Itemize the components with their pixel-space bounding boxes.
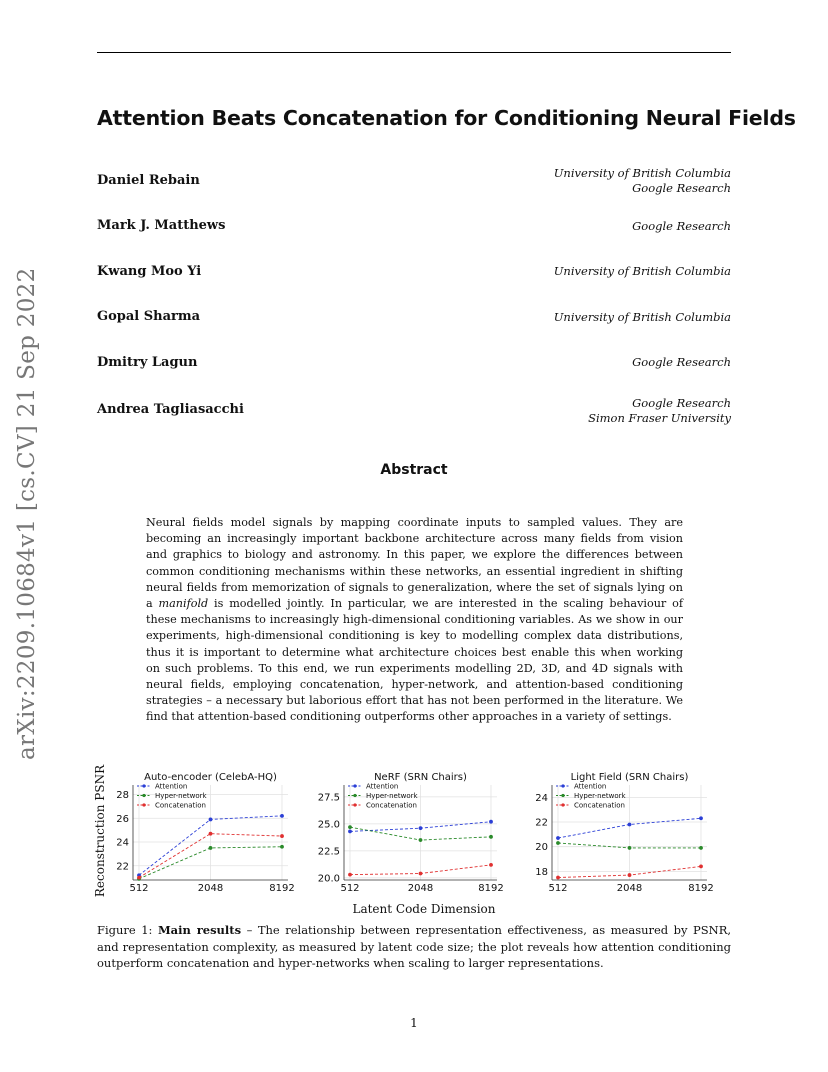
abstract-line: these mechanisms to increasingly high-dimensional conditioning variables. As we show in our [146,613,683,627]
legend-label: Attention [366,782,399,791]
top-rule [97,52,731,53]
y-tick-label: 22.5 [317,846,340,858]
abstract-line: find that attention-based conditioning outperforms other approaches in a variety of settings. [146,710,672,724]
data-point [489,820,493,824]
data-point [628,823,632,827]
abstract-line: experiments, high-dimensional conditioning is key to modelling complex data distributions, [146,629,683,643]
data-point [280,834,284,838]
legend-label: Hyper-network [366,792,418,800]
data-point [348,830,352,834]
data-point [280,845,284,849]
author-name: Dmitry Lagun [97,355,198,370]
data-point [280,814,284,818]
author-affiliation: Google Research Simon Fraser University [588,396,731,425]
legend-marker [353,784,356,787]
figure-caption [97,922,731,972]
data-point [419,826,423,830]
author-affiliation: University of British Columbia [553,310,731,324]
author-name: Gopal Sharma [97,309,201,324]
legend-label: Hyper-network [574,792,626,800]
legend-label: Attention [155,782,188,791]
x-axis-label: Latent Code Dimension [352,902,496,916]
abstract-line: becoming an increasingly important backbone architecture across many fields from vision [146,532,683,546]
data-point [419,838,423,842]
y-axis-label: Reconstruction PSNR [93,764,107,898]
caption-line: Figure 1: Main results – The relationship between representation effectiveness, as measured by PSNR, [97,923,732,937]
y-tick-label: 20 [535,842,548,854]
data-point [419,872,423,876]
data-point [489,863,493,867]
chart-title: Auto-encoder (CelebA-HQ) [144,772,277,783]
y-tick-label: 25.0 [317,819,340,831]
x-tick-label: 2048 [616,883,643,894]
results-figure [90,763,740,923]
data-point [348,825,352,829]
legend-marker [142,794,145,797]
data-point [699,816,703,820]
y-tick-label: 20.0 [317,873,340,885]
abstract-line: neural fields, employing concatenation, hyper-network, and attention-based conditioning [146,678,683,692]
x-tick-label: 2048 [407,883,434,894]
data-point [489,835,493,839]
chart-title: NeRF (SRN Chairs) [374,772,467,783]
legend-label: Concatenation [574,801,625,810]
x-tick-label: 8192 [269,883,295,894]
abstract-line: thus it is important to determine what architecture choices best enable this when working [146,645,683,659]
legend-marker [353,794,356,797]
data-point [137,876,141,880]
legend-marker [561,794,564,797]
y-tick-label: 22 [116,861,129,873]
legend-marker [353,803,356,806]
author-name: Mark J. Matthews [97,218,226,233]
abstract-body [146,515,683,726]
data-point [348,873,352,877]
legend-label: Concatenation [155,801,206,810]
y-tick-label: 28 [116,790,129,801]
data-point [628,846,632,850]
legend-marker [142,803,145,806]
y-tick-label: 24 [535,792,548,804]
abstract-line: a manifold is modelled jointly. In particular, we are interested in the scaling behaviour of [146,597,683,611]
arxiv-stamp: arXiv:2209.10684v1 [cs.CV] 21 Sep 2022 [14,267,40,760]
data-point [699,846,703,850]
legend-marker [142,784,145,787]
data-point [209,818,213,822]
y-tick-label: 27.5 [317,792,340,804]
x-tick-label: 512 [548,883,568,894]
data-point [209,846,213,850]
data-point [556,836,560,840]
x-tick-label: 2048 [197,883,224,894]
chart-title: Light Field (SRN Chairs) [570,772,689,783]
abstract-line: Neural fields model signals by mapping coordinate inputs to sampled values. They are [146,516,683,529]
author-name: Kwang Moo Yi [97,264,202,279]
abstract-line: and graphics to biology and astronomy. In this paper, we explore the differences between [146,548,683,562]
author-name: Daniel Rebain [97,173,200,188]
abstract-line: common conditioning mechanisms within these networks, an essential ingredient in shifting [146,564,683,578]
data-point [209,832,213,836]
caption-label: Figure 1: [97,923,158,937]
legend-label: Concatenation [366,801,417,810]
abstract-line: neural fields from memorization of signals to generalization, where the set of signals lying on [146,580,683,594]
abstract-line: strategies – a necessary but laborious effort that has not been performed in the literature. We [146,694,683,708]
y-tick-label: 22 [535,817,548,829]
caption-line: and representation complexity, as measured by latent code size; the plot reveals how attention conditioning [97,939,731,954]
y-tick-label: 24 [116,837,129,849]
author-affiliation: Google Research [632,355,731,369]
author-name: Andrea Tagliasacchi [97,402,244,417]
y-tick-label: 18 [535,866,548,878]
author-affiliation: University of British Columbia Google Research [553,166,731,195]
abstract-line: on such problems. To this end, we run experiments modelling 2D, 3D, and 4D signals with [146,661,683,675]
author-affiliation: Google Research [632,219,731,233]
legend-marker [561,803,564,806]
data-point [699,865,703,869]
legend-label: Hyper-network [155,792,207,800]
data-point [556,841,560,845]
x-tick-label: 512 [340,883,360,894]
data-point [628,873,632,877]
page-number: 1 [410,1016,418,1030]
caption-line: outperform concatenation and hyper-networks when scaling to larger representations. [97,956,604,970]
caption-bold: Main results [157,923,242,937]
legend-marker [561,784,564,787]
author-affiliation: University of British Columbia [553,264,731,278]
legend-label: Attention [574,782,607,791]
y-tick-label: 26 [116,813,129,825]
paper-title: Attention Beats Concatenation for Conditioning Neural Fields [97,106,796,130]
x-tick-label: 512 [129,883,149,894]
data-point [556,876,560,880]
x-tick-label: 8192 [688,883,714,894]
x-tick-label: 8192 [478,883,504,894]
abstract-heading: Abstract [380,462,448,478]
